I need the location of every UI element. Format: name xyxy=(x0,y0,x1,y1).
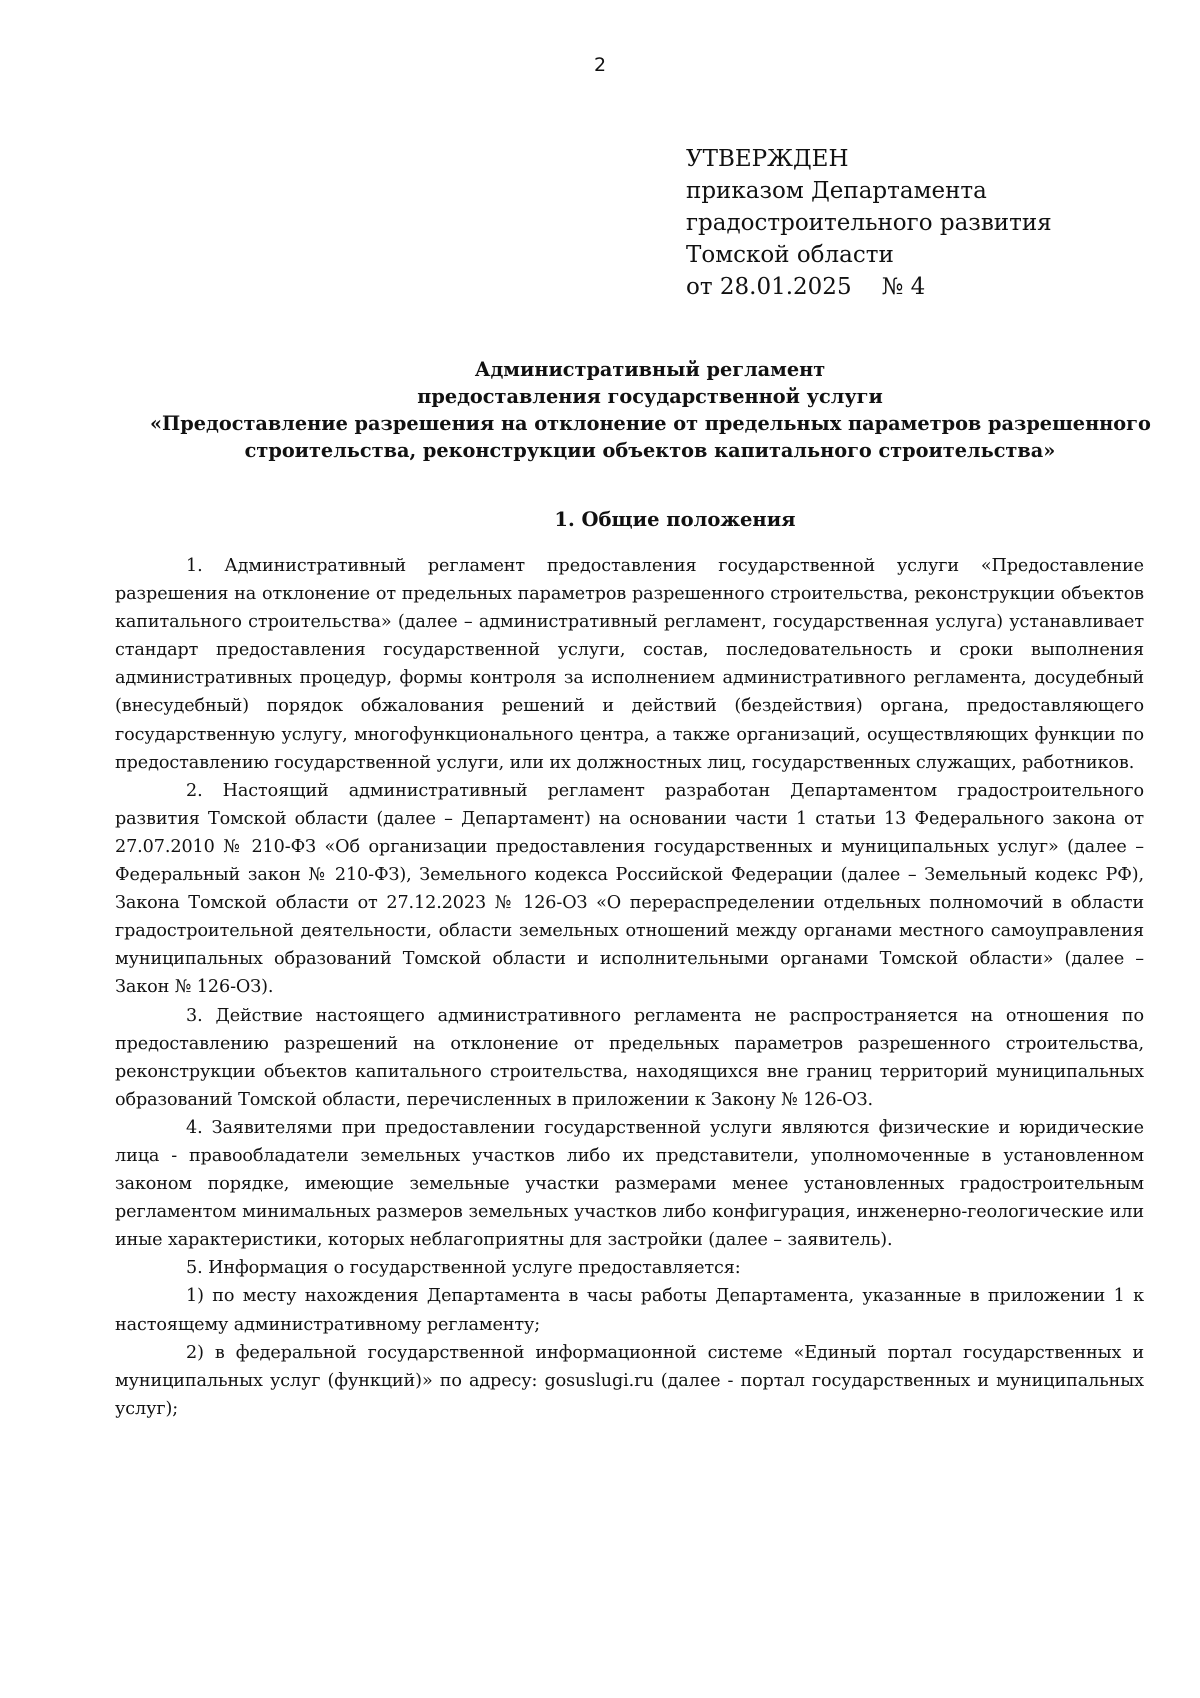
approval-stamp xyxy=(686,143,1166,303)
document-title-line: Административный регламент xyxy=(474,358,826,381)
paragraph: 5. Информация о государственной услуге предоставляется: xyxy=(186,1258,741,1279)
list-item: 2) в федеральной государственной информационной системе «Единый портал государственных и муниципальных услуг (функций)» по адресу: gosuslugi.ru (далее - портал государственных и муниципальных услуг); xyxy=(115,1342,1144,1419)
approval-line: градостроительного развития xyxy=(686,210,1052,236)
document-title-line: строительства, реконструкции объектов капитального строительства» xyxy=(244,439,1056,462)
approval-line: приказом Департамента xyxy=(686,178,987,204)
approval-date-line xyxy=(686,271,1166,303)
approval-date: от 28.01.2025 xyxy=(686,274,852,300)
page-number: 2 xyxy=(593,54,607,76)
approval-number: № 4 xyxy=(881,274,926,300)
document-title-line: предоставления государственной услуги xyxy=(417,385,883,408)
section-heading: 1. Общие положения xyxy=(554,508,796,531)
paragraph: 4. Заявителями при предоставлении государственной услуги являются физические и юридические лица - правообладатели земельных участков либо их представители, уполномоченные в установленном законом порядке, имеющие земельные участки размерами менее установленных градостроительным регламентом минимальных размеров земельных участков либо конфигурация, инженерно-геологические или иные характеристики, которых неблагоприятны для застройки (далее – заявитель). xyxy=(115,1117,1144,1251)
body-text xyxy=(115,552,1144,1423)
paragraph: 2. Настоящий административный регламент разработан Департаментом градостроительного развития Томской области (далее – Департамент) на основании части 1 статьи 13 Федерального закона от 27.07.2010 № 210-ФЗ «Об организации предоставления государственных и муниципальных услуг» (далее – Федеральный закон № 210-ФЗ), Земельного кодекса Российской Федерации (далее – Земельный кодекс РФ), Закона Томской области от 27.12.2023 № 126-ОЗ «О перераспределении отдельных полномочий в области градостроительной деятельности, области земельных отношений между органами местного самоуправления муниципальных образований Томской области и исполнительными органами Томской области» (далее – Закон № 126-ОЗ). xyxy=(115,780,1144,998)
list-item: 1) по месту нахождения Департамента в часы работы Департамента, указанные в приложении 1 к настоящему административному регламенту; xyxy=(115,1286,1144,1335)
paragraph: 1. Административный регламент предоставления государственной услуги «Предоставление разрешения на отклонение от предельных параметров разрешенного строительства, реконструкции объектов капитального строительства» (далее – административный регламент, государственная услуга) устанавливает стандарт предоставления государственной услуги, состав, последовательность и сроки выполнения административных процедур, формы контроля за исполнением административного регламента, досудебный (внесудебный) порядок обжалования решений и действий (бездействия) органа, предоставляющего государственную услугу, многофункционального центра, а также организаций, осуществляющих функции по предоставлению государственной услуги, или их должностных лиц, государственных служащих, работников. xyxy=(115,556,1144,773)
approval-title: УТВЕРЖДЕН xyxy=(686,146,849,172)
document-title xyxy=(150,356,1150,464)
paragraph: 3. Действие настоящего административного регламента не распространяется на отношения по предоставлению разрешений на отклонение от предельных параметров разрешенного строительства, реконструкции объектов капитального строительства, находящихся вне границ территорий муниципальных образований Томской области, перечисленных в приложении к Закону № 126-ОЗ. xyxy=(115,1005,1144,1110)
approval-line: Томской области xyxy=(686,242,894,268)
document-title-line: «Предоставление разрешения на отклонение от предельных параметров разрешенного xyxy=(150,412,1151,435)
